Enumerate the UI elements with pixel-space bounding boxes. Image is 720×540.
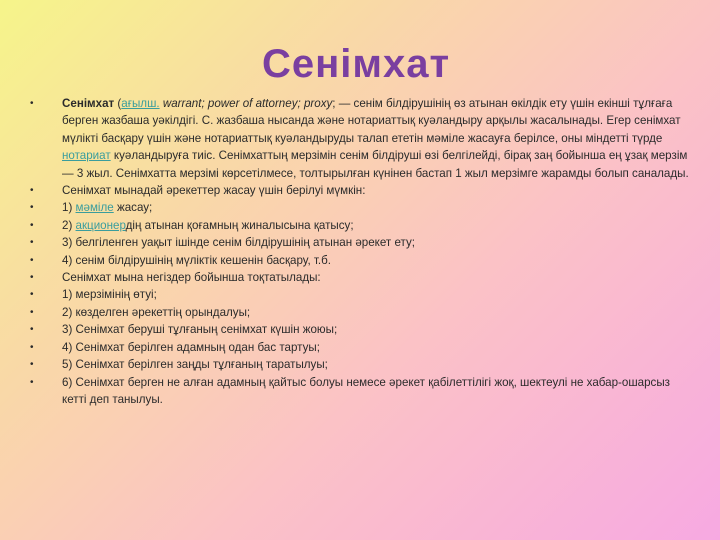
list-item <box>30 339 695 356</box>
list-item <box>30 356 695 373</box>
list-item-text: 6) Сенімхат берген не алған адамның қайтыс болуы немесе әрекет қабілеттілігі жоқ, шектеулі не хабар-ошарсыз кетті деп танылуы. <box>62 375 671 406</box>
bullet-icon: • <box>30 341 34 353</box>
list-item <box>30 269 695 286</box>
list-item <box>30 182 695 199</box>
list-item-definition <box>30 95 695 182</box>
definition-tail: куәландыруға тиіс. Сенімхаттың мерзімін сенім білдіруші өзі белгілейді, бірақ заң бойынша ең ұзақ мерзім — 3 жыл. Сенімхатта мерзімі көрсетілмесе, толтырылған күнінен бастап 1 жыл мерзімге жарамды болып саналады. <box>62 149 689 180</box>
bullet-icon: • <box>30 359 34 371</box>
list-item <box>30 217 695 234</box>
link-english[interactable]: ағылш. <box>121 97 160 110</box>
bullet-icon: • <box>30 237 34 249</box>
list-item-text: 1) мерзімінің өтуі; <box>62 288 157 302</box>
list-item-prefix: 2) <box>62 218 76 232</box>
list-item-text: Сенімхат мына негіздер бойынша тоқтатылады: <box>62 271 321 285</box>
english-terms: warrant; power of attorney; proxy <box>159 97 333 110</box>
bullet-icon: • <box>30 98 34 109</box>
link-transaction[interactable]: мәміле <box>75 201 114 215</box>
bullet-icon: • <box>30 219 34 231</box>
bullet-icon: • <box>30 202 34 214</box>
list-item <box>30 252 695 269</box>
list-item-text: 4) сенім білдірушінің мүліктік кешенін басқару, т.б. <box>62 253 331 267</box>
list-item <box>30 234 695 251</box>
bullet-icon: • <box>30 272 34 284</box>
list-item <box>30 374 695 409</box>
paren-text: ( <box>114 97 122 110</box>
term-label: Сенімхат <box>62 97 115 110</box>
list-item-text: 3) Сенімхат беруші тұлғаның сенімхат күшін жоюы; <box>62 323 338 337</box>
bullet-list <box>30 95 695 408</box>
definition-text: ; — сенім білдірушінің өз атынан өкілдік ету үшін екінші тұлғаға берген жазбаша уәкілдігі. С. жазбаша нысанда және нотариаттық куәландыру арқылы жасалынады. Егер сенімхат мүлікті басқару үшін және нотариаттық куәландыруды талап ететін мәміле жасауға берілсе, оны міндетті түрде <box>62 97 681 145</box>
bullet-icon: • <box>30 306 34 318</box>
list-item <box>30 286 695 303</box>
list-item-text: 4) Сенімхат берілген адамның одан бас тартуы; <box>62 340 320 354</box>
list-item <box>30 321 695 338</box>
list-item-text: Сенімхат мынадай әрекеттер жасау үшін берілуі мүмкін: <box>62 184 366 198</box>
bullet-icon: • <box>30 289 34 301</box>
bullet-icon: • <box>30 185 34 197</box>
list-item <box>30 199 695 216</box>
list-item-text: 5) Сенімхат берілген заңды тұлғаның таратылуы; <box>62 358 328 372</box>
link-shareholder[interactable]: акционер <box>75 218 126 232</box>
bullet-icon: • <box>30 376 34 388</box>
bullet-icon: • <box>30 324 34 336</box>
slide-title: Сенімхат <box>262 42 451 86</box>
list-item-text: 3) белгіленген уақыт ішінде сенім білдірушінің атынан әрекет ету; <box>62 236 415 250</box>
list-item-suffix: жасау; <box>113 201 153 215</box>
list-item-text: 2) көзделген әрекеттің орындалуы; <box>62 305 251 319</box>
list-item-prefix: 1) <box>62 201 76 215</box>
list-item <box>30 304 695 321</box>
list-item-suffix: дің атынан қоғамның жиналысына қатысу; <box>125 218 354 232</box>
link-notary[interactable]: нотариат <box>62 149 111 163</box>
bullet-icon: • <box>30 254 34 266</box>
